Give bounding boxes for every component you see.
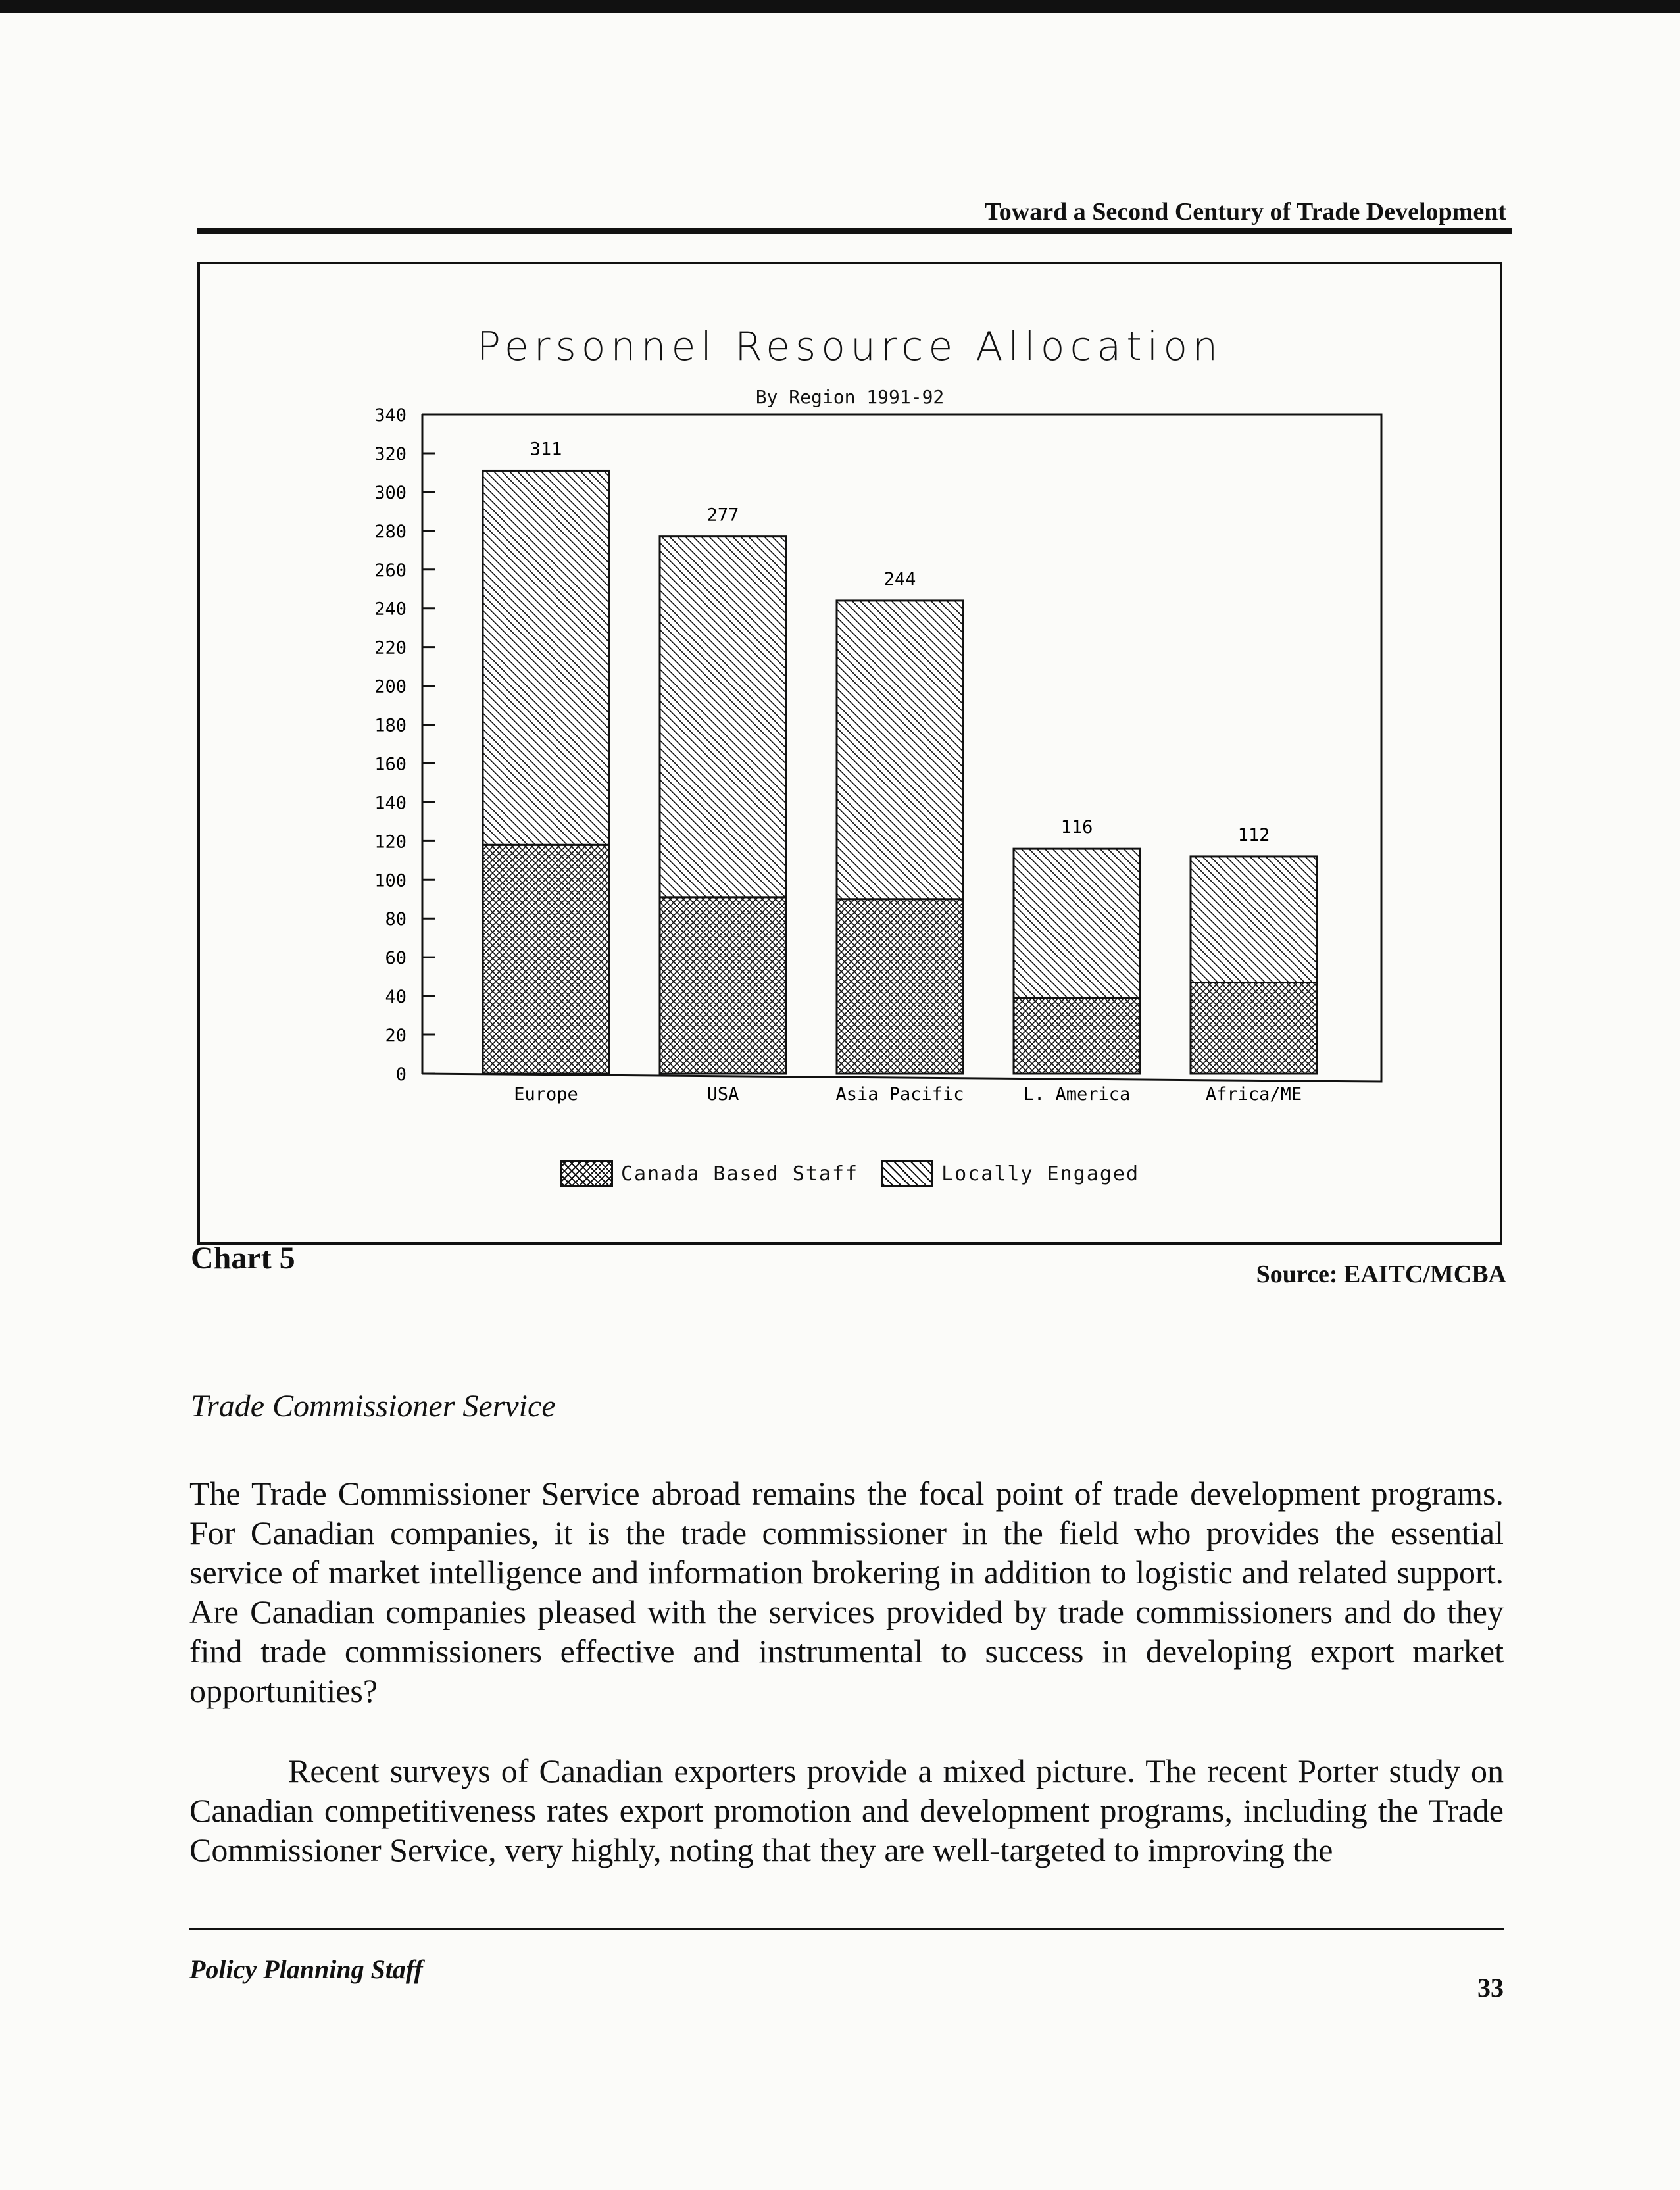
chart-frame	[197, 262, 1502, 1245]
bar-segment-canada-based-staff	[1191, 982, 1317, 1074]
bar-total-label: 311	[530, 439, 562, 460]
y-tick-label: 180	[374, 715, 407, 736]
footer-department: Policy Planning Staff	[189, 1954, 423, 1984]
y-tick-label: 60	[385, 948, 407, 969]
chart-subtitle: By Region 1991-92	[755, 386, 945, 408]
legend-item-canada-based	[560, 1160, 858, 1187]
scan-top-border	[0, 0, 1680, 13]
legend-item-locally-engaged	[881, 1160, 1139, 1187]
bar-total-label: 277	[706, 505, 739, 526]
bar-segment-canada-based-staff	[660, 897, 786, 1074]
bar-segment-locally-engaged	[1191, 857, 1317, 983]
y-tick-label: 320	[374, 443, 407, 464]
x-category-label: L. America	[1023, 1084, 1131, 1105]
y-tick-label: 280	[374, 521, 407, 542]
y-tick-label: 0	[395, 1064, 407, 1085]
x-category-label: Asia Pacific	[835, 1084, 964, 1105]
y-tick-label: 20	[385, 1026, 407, 1047]
header-rule	[197, 228, 1512, 234]
body-paragraph: Recent surveys of Canadian exporters provide a mixed picture. The recent Porter study on Canadian competitiveness rates export promotion and development programs, including the Trade Commissioner Service, very highly, noting that they are well-targeted to improving the	[189, 1753, 1504, 1868]
x-category-label: Europe	[514, 1084, 578, 1105]
chart-title: Personnel Resource Allocation	[476, 324, 1223, 370]
y-tick-label: 40	[385, 987, 407, 1008]
bar-segment-canada-based-staff	[483, 845, 609, 1074]
bar-segment-locally-engaged	[837, 601, 963, 899]
bar-total-label: 244	[883, 568, 916, 589]
y-tick-label: 220	[374, 637, 407, 659]
x-category-label: USA	[706, 1084, 739, 1105]
y-tick-label: 240	[374, 599, 407, 620]
chart-source: Source: EAITC/MCBA	[1256, 1260, 1506, 1288]
bar-chart	[200, 264, 1500, 1242]
body-paragraph: The Trade Commissioner Service abroad remains the focal point of trade development programs. For Canadian companies, it is the trade commissioner in the field who provides the essential service of market intelligence and information brokering in addition to logistic and related support. Are Canadian companies pleased with the services provided by trade commissioners and do they find trade commissioners effective and instrumental to success in developing export market opportunities?	[189, 1475, 1504, 1709]
footer-rule	[189, 1928, 1504, 1930]
legend-label: Canada Based Staff	[620, 1162, 859, 1185]
y-tick-label: 140	[374, 793, 407, 814]
bar-segment-canada-based-staff	[837, 899, 963, 1074]
y-tick-label: 260	[374, 560, 407, 581]
bar-segment-canada-based-staff	[1014, 998, 1140, 1074]
section-heading: Trade Commissioner Service	[191, 1389, 556, 1424]
bar-total-label: 116	[1060, 817, 1093, 838]
y-tick-label: 80	[385, 909, 407, 930]
bar-segment-locally-engaged	[660, 537, 786, 897]
crosshatch-swatch-icon	[560, 1160, 613, 1187]
x-category-label: Africa/ME	[1205, 1084, 1302, 1105]
bar-segment-locally-engaged	[483, 470, 609, 845]
chart-caption: Chart 5	[191, 1241, 295, 1276]
y-tick-label: 200	[374, 676, 407, 697]
bar-segment-locally-engaged	[1014, 849, 1140, 998]
y-tick-label: 160	[374, 754, 407, 775]
chart-legend	[200, 1160, 1500, 1187]
y-tick-label: 300	[374, 482, 407, 503]
y-tick-label: 120	[374, 832, 407, 853]
bar-total-label: 112	[1237, 824, 1270, 845]
y-tick-label: 100	[374, 870, 407, 891]
y-tick-label: 340	[374, 405, 407, 426]
legend-label: Locally Engaged	[941, 1162, 1140, 1185]
running-header: Toward a Second Century of Trade Development	[984, 198, 1506, 226]
diagonal-swatch-icon	[881, 1160, 933, 1187]
page-number: 33	[1477, 1973, 1504, 2003]
